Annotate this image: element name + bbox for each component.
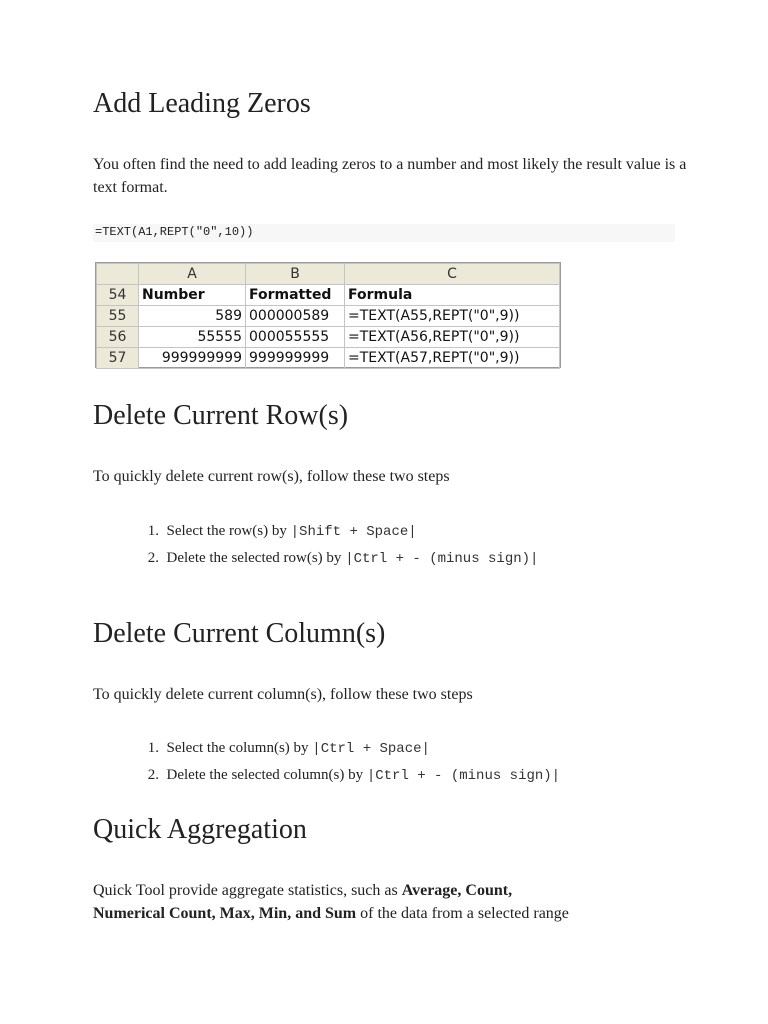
sheet-row — [97, 348, 560, 369]
list-number: 2. — [147, 767, 159, 783]
heading-delete-current-rows: Delete Current Row(s) — [93, 400, 349, 431]
sheet-cell: 999999999 — [246, 348, 345, 369]
sheet-col-header: C — [345, 264, 560, 285]
step-text: Select the row(s) by — [166, 523, 291, 539]
delete-columns-steps — [93, 735, 560, 789]
code-block — [93, 224, 675, 242]
heading-add-leading-zeros: Add Leading Zeros — [93, 88, 311, 119]
list-item — [93, 545, 538, 572]
shortcut-key: |Ctrl + Space| — [312, 741, 430, 757]
intro-text: of the data from a selected range — [356, 905, 569, 922]
spreadsheet-image — [95, 262, 561, 368]
sheet-corner-cell — [97, 264, 139, 285]
sheet-cell: Formatted — [246, 285, 345, 306]
delete-rows-steps — [93, 518, 538, 572]
sheet-cell: Number — [139, 285, 246, 306]
list-number: 1. — [147, 523, 159, 539]
shortcut-key: |Shift + Space| — [290, 524, 417, 540]
list-item — [93, 735, 560, 762]
list-item — [93, 762, 560, 789]
sheet-row — [97, 327, 560, 348]
shortcut-key: |Ctrl + - (minus sign)| — [345, 551, 539, 567]
paragraph-delete-rows-intro: To quickly delete current row(s), follow these two steps — [93, 468, 450, 485]
sheet-cell: =TEXT(A57,REPT("0",9)) — [345, 348, 560, 369]
heading-quick-aggregation: Quick Aggregation — [93, 814, 307, 845]
sheet-cell: =TEXT(A55,REPT("0",9)) — [345, 306, 560, 327]
list-number: 2. — [147, 550, 159, 566]
step-text: Delete the selected row(s) by — [166, 550, 346, 566]
list-item — [93, 518, 538, 545]
sheet-col-header: B — [246, 264, 345, 285]
sheet-row-number: 57 — [97, 348, 139, 369]
heading-delete-current-columns: Delete Current Column(s) — [93, 618, 386, 649]
sheet-cell: 000000589 — [246, 306, 345, 327]
paragraph-leading-zeros-intro: You often find the need to add leading zeros to a number and most likely the result value is a text format. — [93, 156, 687, 196]
paragraph-quick-aggregation-intro — [93, 879, 693, 925]
sheet-cell: Formula — [345, 285, 560, 306]
code-snippet: =TEXT(A1,REPT("0",10)) — [95, 225, 254, 239]
intro-bold-text: Average, Count, — [401, 882, 513, 899]
sheet-cell: =TEXT(A56,REPT("0",9)) — [345, 327, 560, 348]
sheet-row — [97, 306, 560, 327]
sheet-cell: 000055555 — [246, 327, 345, 348]
shortcut-key: |Ctrl + - (minus sign)| — [366, 768, 561, 784]
intro-bold-text: Numerical Count, Max, Min, and Sum — [93, 905, 357, 922]
sheet-row-number: 54 — [97, 285, 139, 306]
step-text: Select the column(s) by — [166, 740, 313, 756]
intro-text: Quick Tool provide aggregate statistics, such as — [93, 882, 402, 899]
list-number: 1. — [147, 740, 159, 756]
sheet-cell: 999999999 — [139, 348, 246, 369]
sheet-row — [97, 285, 560, 306]
sheet-row-number: 56 — [97, 327, 139, 348]
sheet-cell: 55555 — [139, 327, 246, 348]
sheet-col-header: A — [139, 264, 246, 285]
step-text: Delete the selected column(s) by — [166, 767, 367, 783]
sheet-cell: 589 — [139, 306, 246, 327]
paragraph-delete-columns-intro: To quickly delete current column(s), follow these two steps — [93, 686, 473, 703]
sheet-row-number: 55 — [97, 306, 139, 327]
